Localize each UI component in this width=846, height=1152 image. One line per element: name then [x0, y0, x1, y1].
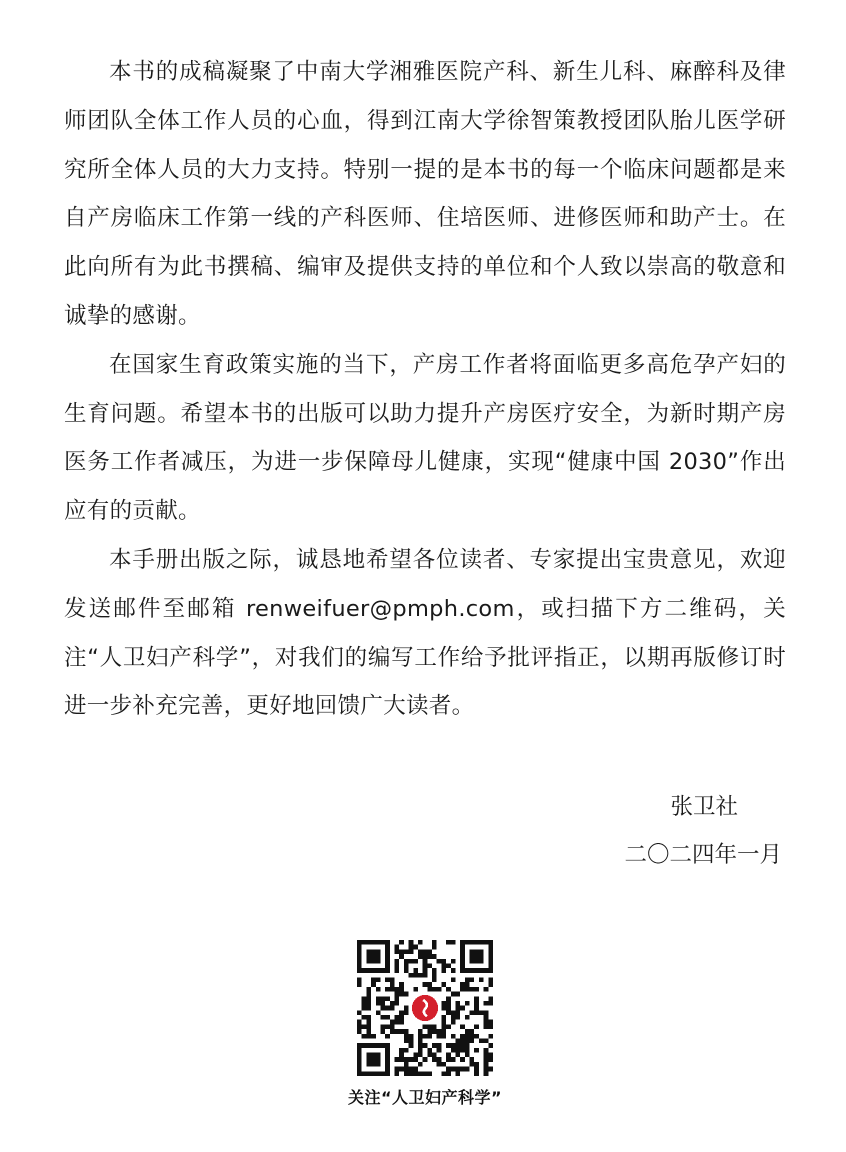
signature-date: 二〇二四年一月 [624, 842, 782, 868]
author-name: 张卫社 [670, 794, 738, 820]
paragraph-2: 在国家生育政策实施的当下，产房工作者将面临更多高危孕产妇的生育问题。希望本书的出版可以助力提升产房医疗安全，为新时期产房医务工作者减压，为进一步保障母儿健康，实现“健康中国 2030”作出应有的贡献。 [64, 351, 786, 525]
qr-caption: 关注“人卫妇产科学” [347, 1088, 503, 1107]
preface-body [64, 48, 786, 731]
qr-section [330, 940, 520, 1108]
paragraph-3: 本手册出版之际，诚恳地希望各位读者、专家提出宝贵意见，欢迎发送邮件至邮箱 renweifuer@pmph.com，或扫描下方二维码，关注“人卫妇产科学”，对我们的编写工作给予批评指正，以期再版修订时进一步补充完善，更好地回馈广大读者。 [64, 546, 786, 720]
paragraph-1: 本书的成稿凝聚了中南大学湘雅医院产科、新生儿科、麻醉科及律师团队全体工作人员的心血，得到江南大学徐智策教授团队胎儿医学研究所全体人员的大力支持。特别一提的是本书的每一个临床问题都是来自产房临床工作第一线的产科医师、住培医师、进修医师和助产士。在此向所有为此书撰稿、编审及提供支持的单位和个人致以崇高的敬意和诚挚的感谢。 [64, 59, 786, 329]
signature-block [624, 783, 782, 879]
qr-code-icon[interactable] [357, 940, 493, 1076]
